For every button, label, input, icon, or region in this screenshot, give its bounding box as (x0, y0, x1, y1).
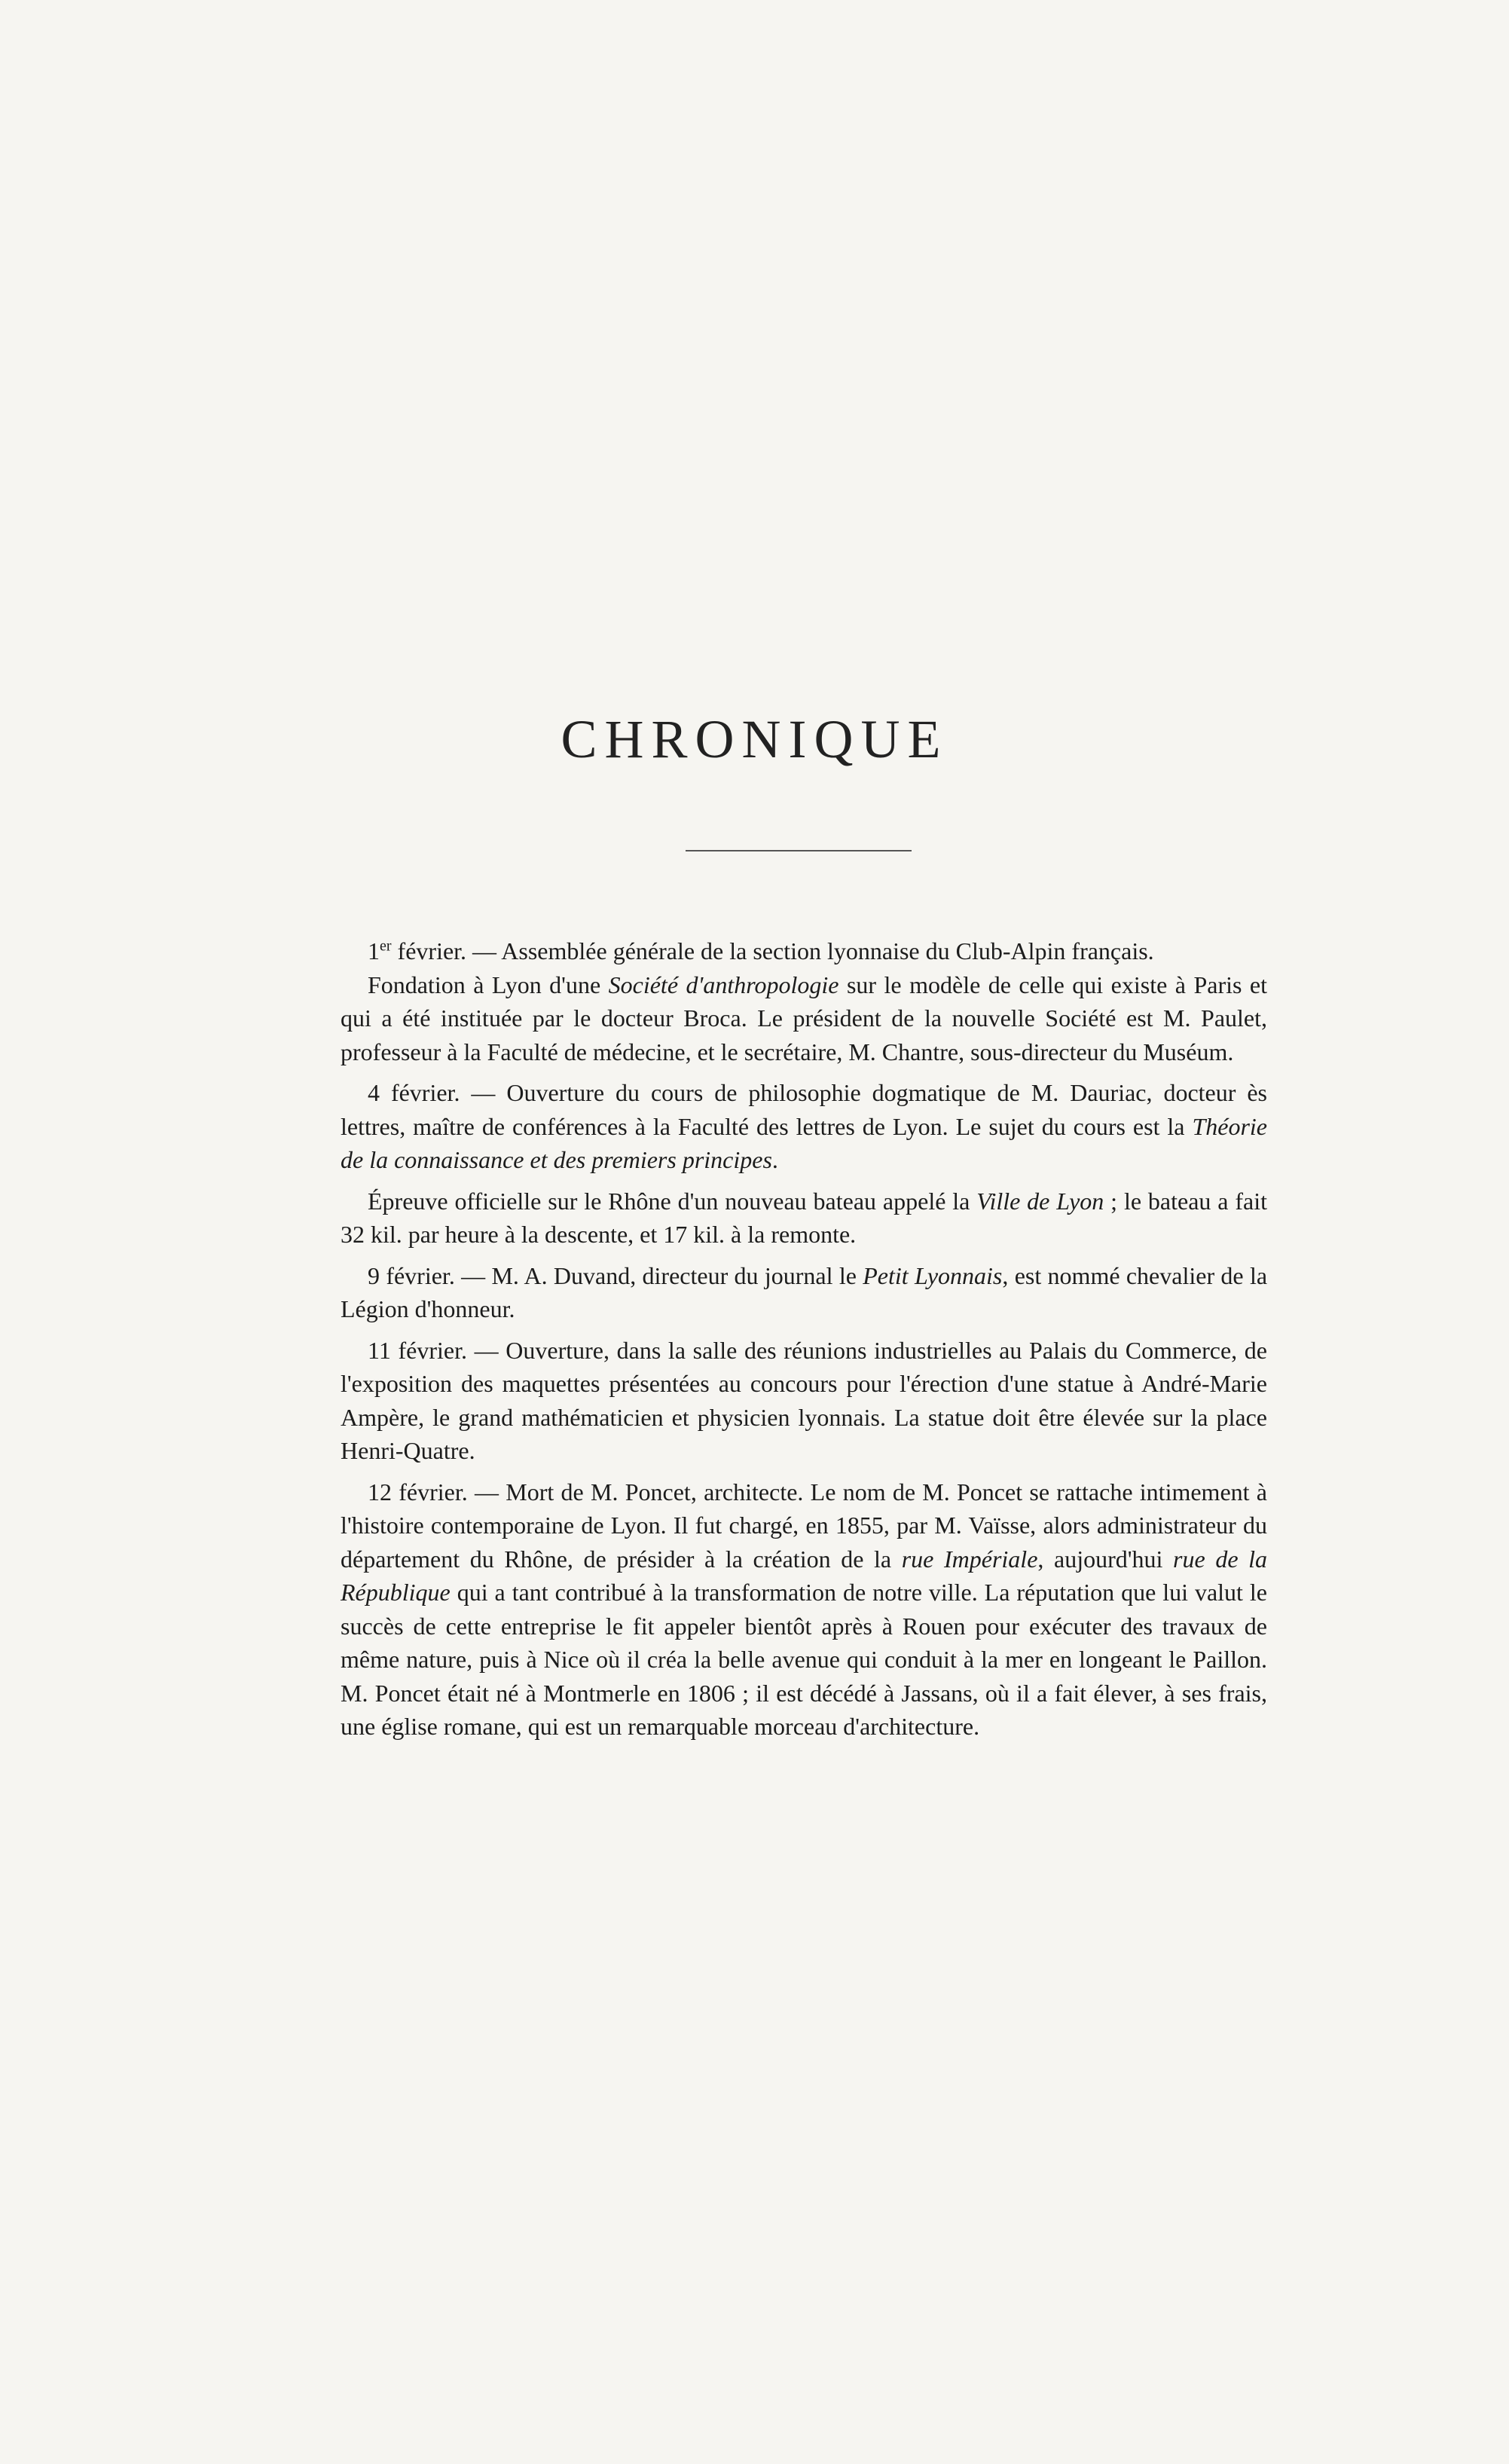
entry-italic: Société d'anthropologie (608, 971, 839, 998)
title-divider (686, 850, 912, 851)
entry-11-fevrier: 11 février. — Ouverture, dans la salle des réunions industrielles au Palais du Commerce, de l'exposition des maquettes présentées au concours pour l'érection d'une statue à André-Marie Ampère, le grand mathématicien et physicien lyonnais. La statue doit être élevée sur la place Henri-Quatre. (341, 1336, 1268, 1464)
entry-date: 9 février. (368, 1261, 455, 1289)
page-title: CHRONIQUE (561, 709, 948, 769)
entry-9-fevrier: 9 février. — M. A. Duvand, directeur du journal le Petit Lyonnais, est nommé chevalier de la Légion d'honneur. (341, 1261, 1268, 1322)
entry-epreuve-bateau: Épreuve officielle sur le Rhône d'un nouveau bateau appelé la Ville de Lyon ; le bateau a fait 32 kil. par heure à la descente, et 17 kil. à la remonte. (341, 1187, 1268, 1248)
entry-date: 11 février. (368, 1336, 467, 1364)
entry-text: — Assemblée générale de la section lyonnaise du Club-Alpin français. (466, 937, 1154, 965)
chronicle-body (341, 934, 1267, 1751)
entry-italic: Petit Lyonnais (863, 1261, 1003, 1289)
entry-1-fevrier (341, 934, 1267, 968)
entry-date: 4 février. (368, 1079, 460, 1106)
entry-4-fevrier: 4 février. — Ouverture du cours de philosophie dogmatique de M. Dauriac, docteur ès lettres, maître de conférences à la Faculté des lettres de Lyon. Le sujet du cours est la Théorie de la connaissance et des premiers principes. (341, 1079, 1268, 1173)
entry-italic: rue de la République (341, 1545, 1268, 1606)
entry-fondation-societe: Fondation à Lyon d'une Société d'anthropologie sur le modèle de celle qui existe à Paris et qui a été instituée par le docteur Broca. Le président de la nouvelle Société est M. Paulet, professeur à la Faculté de médecine, et le secrétaire, M. Chantre, sous-directeur du Muséum. (341, 971, 1268, 1065)
entry-date: 1er février. (368, 937, 467, 965)
entry-italic: Ville de Lyon (976, 1187, 1104, 1215)
entry-italic: rue Impériale (901, 1545, 1038, 1573)
entry-italic: Théorie de la connaissance et des premiers principes (341, 1112, 1267, 1173)
entry-12-fevrier: 12 février. — Mort de M. Poncet, architecte. Le nom de M. Poncet se rattache intimement à l'histoire contemporaine de Lyon. Il fut chargé, en 1855, par M. Vaïsse, alors administrateur du département du Rhône, de présider à la création de la rue Impériale, aujourd'hui rue de la République qui a tant contribué à la transformation de notre ville. La réputation que lui valut le succès de cette entreprise le fit appeler bientôt après à Rouen pour exécuter des travaux de même nature, puis à Nice où il créa la belle avenue qui conduit à la mer en longeant le Paillon. M. Poncet était né à Montmerle en 1806 ; il est décédé à Jassans, où il a fait élever, à ses frais, une église romane, qui est un remarquable morceau d'architecture. (341, 1478, 1268, 1740)
entry-date: 12 février. (368, 1478, 468, 1506)
